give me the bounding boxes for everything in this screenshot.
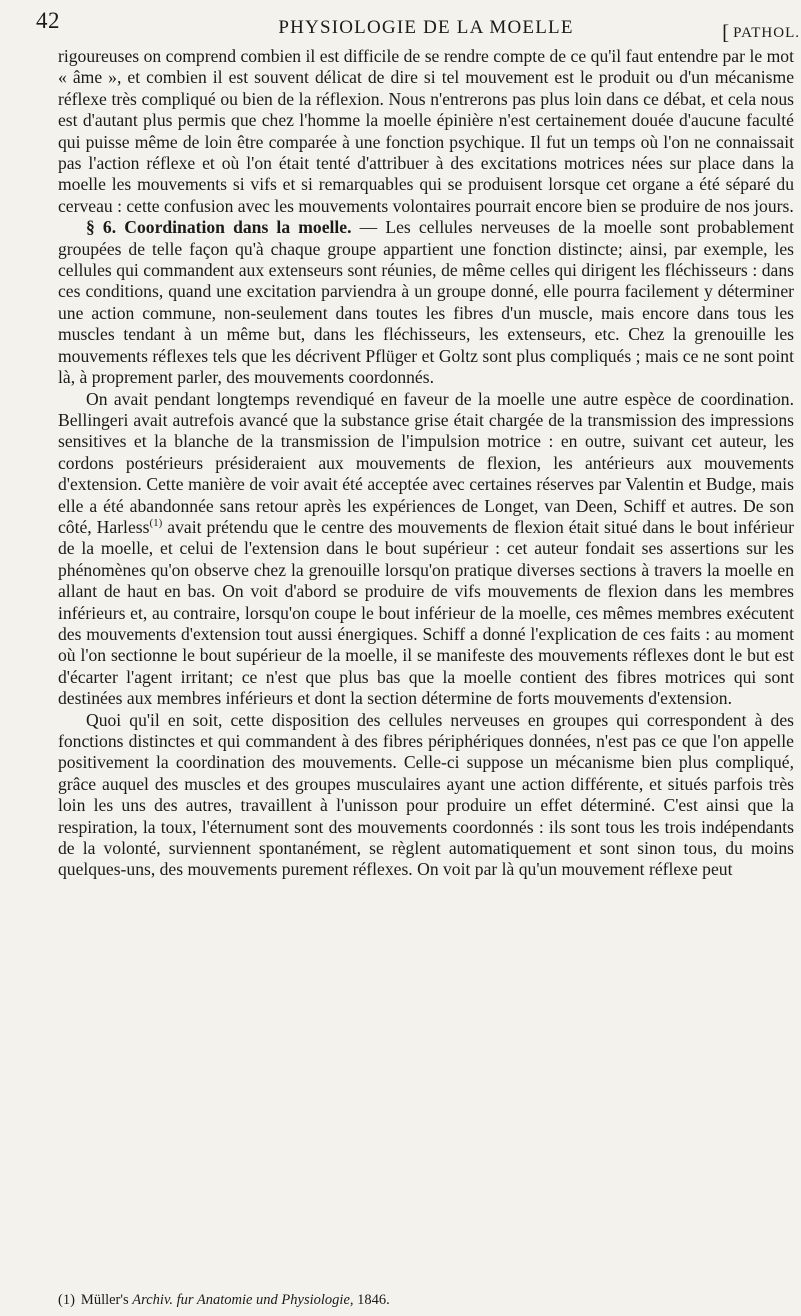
footnote-label: (1) [58, 1292, 75, 1308]
paragraph-3-cont: avait prétendu que le centre des mouvements de flexion était situé dans le bout inférieur de la moelle, et celui de l'extension dans le bout supérieur : cet auteur fondait ses assertions sur les phénomènes qu'on observe chez la grenouille lorsqu'on pratique diverses sections à travers la moelle en allant de haut en bas. On voit d'abord se produire de vifs mouvements de flexion dans les membres inférieurs et, au contraire, lorsqu'on coupe le bout inférieur de la moelle, ces mêmes membres exécutent des mouvements d'extension tout aussi énergiques. Schiff a donné l'explication de ces faits : au moment où l'on sectionne le bout supérieur de la moelle, il se manifeste des mouvements réflexes dont le but est d'écarter l'agent irritant; ce n'est que plus bas que la moelle contient des fibres motrices qui sont destinées aux membres inférieurs et dont la section détermine de forts mouvements d'extension. [58, 516, 794, 709]
page [36, 8, 800, 881]
section-mark [722, 18, 800, 43]
section-dash: — [351, 217, 386, 238]
section-mark-label: PATHOL. [733, 25, 800, 41]
footnote-ref[interactable]: (1) [149, 517, 163, 530]
bracket-glyph: [ [722, 20, 731, 44]
footnote-journal: Archiv. fur Anatomie und Physiologie, [132, 1292, 354, 1308]
paragraph-section-6 [58, 217, 794, 388]
section-number: § 6. [86, 217, 117, 238]
footnote-year: 1846. [357, 1292, 390, 1308]
body-text [58, 46, 794, 881]
running-head [36, 8, 800, 46]
paragraph-1: rigoureuses on comprend combien il est difficile de se rendre compte de ce qu'il faut entendre par le mot « âme », et combien il est souvent délicat de dire si tel mouvement est le produit ou d'un mécanisme réflexe très compliqué ou bien de la réflexion. Nous n'entrerons pas plus loin dans ce débat, et cela nous est d'autant plus permis que chez l'homme la moelle épinière n'est certainement douée d'aucune faculté qui puisse même de loin être comparée à une fonction psychique. Il fut un temps où l'on ne connaissait pas l'action réflexe et où l'on était tenté d'attribuer à des excitations motrices nées sur place dans la moelle les mouvements si vifs et si remarquables qui se produisent lorsque cet organe a été séparé du cerveau : cette confusion avec les mouvements volontaires pourrait encore bien se produire de nos jours. [58, 46, 794, 216]
paragraph-3 [58, 389, 794, 710]
paragraph-3-text: On avait pendant longtemps revendiqué en faveur de la moelle une autre espèce de coordination. Bellingeri avait autrefois avancé que la substance grise était chargée de la transmission des impressions sensitives et la blanche de la transmission de l'impulsion motrice : en outre, suivant cet auteur, les cordons postérieurs présideraient aux mouvements de flexion, les antérieurs aux mouvements d'extension. Cette manière de voir avait été acceptée avec certaines réserves par Valentin et Budge, mais elle a été abandonnée sans retour après les expériences de Longet, van Deen, Schiff et autres. De son côté, Harless [58, 388, 794, 537]
footnotes [58, 1292, 794, 1309]
footnote-author: Müller's [80, 1292, 129, 1308]
section-heading: Coordination dans la moelle. [124, 217, 352, 238]
paragraph-4: Quoi qu'il en soit, cette disposition des cellules nerveuses en groupes qui correspondent à des fonctions distinctes et qui commandent à des fibres périphériques données, n'est pas ce que l'on appelle positivement la coordination des mouvements. Celle-ci suppose un mécanisme bien plus compliqué, grâce auquel des muscles et des groupes musculaires ayant une action différente, et situés parfois très loin les uns des autres, travaillent à l'unisson pour produire un effet déterminé. C'est ainsi que la respiration, la toux, l'éternument sont des mouvements coordonnés : ils sont tous les trois indépendants de la volonté, surviennent spontanément, se règlent automatiquement et sont sinon tous, du moins quelques-uns, des mouvements purement réflexes. On voit par là qu'un mouvement réflexe peut [58, 709, 794, 880]
section-text: Les cellules nerveuses de la moelle sont probablement groupées de telle façon qu'à chaque groupe appartient une fonction distincte; ainsi, par exemple, les cellules qui commandent aux extenseurs sont réunies, de même celles qui dirigent les fléchisseurs : dans ces conditions, quand une excitation parviendra à un groupe donné, elle pourra facilement y déterminer une action commune, non-seulement dans toutes les fibres d'un muscle, mais encore dans tous les muscles tendant à un même but, dans les fléchisseurs, les extenseurs, etc. Chez la grenouille les mouvements réflexes tels que les décrivent Pflüger et Goltz sont plus compliqués ; mais ce ne sont point là, à proprement parler, des mouvements coordonnés. [58, 217, 795, 388]
page-number: 42 [36, 8, 60, 33]
running-title: PHYSIOLOGIE DE LA MOELLE [278, 17, 574, 38]
